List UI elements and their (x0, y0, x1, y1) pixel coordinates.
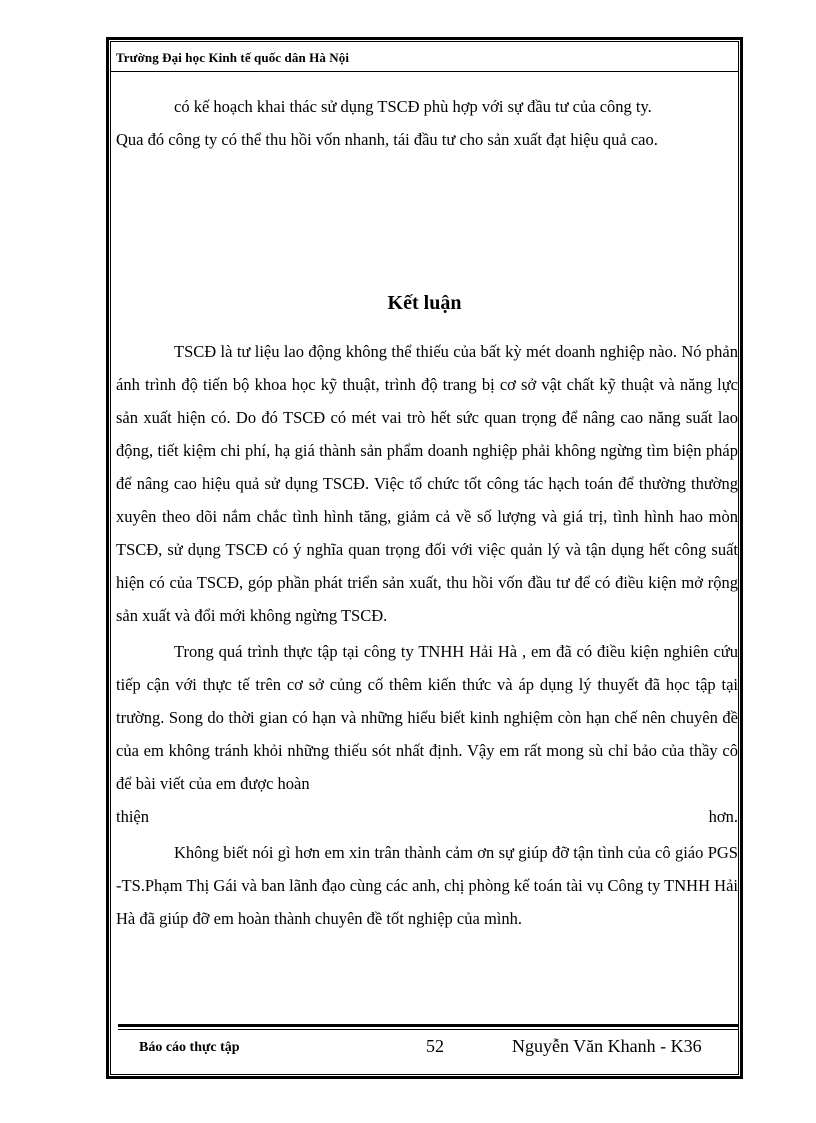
last-line-left: thiện (116, 807, 149, 826)
intro-section (116, 90, 738, 156)
conclusion-paragraph-2: Trong quá trình thực tập tại công ty TNHH Hải Hà , em đã có điều kiện nghiên cứu tiếp cận với thực tế trên cơ sở củng cố thêm kiến thức và áp dụng lý thuyết đã học tập tại trường. Song do thời gian có hạn và những hiểu biết kinh nghiệm còn hạn chế nên chuyên đề của em không tránh khỏi những thiếu sót nhất định. Vậy em rất mong sù chỉ bảo của thầy cô để bài viết của em được hoàn (116, 642, 738, 793)
footer-rule-thin (118, 1029, 738, 1030)
footer-author: Nguyễn Văn Khanh - K36 (512, 1036, 702, 1056)
conclusion-paragraph-1: TSCĐ là tư liệu lao động không thể thiếu của bất kỳ mét doanh nghiệp nào. Nó phản ánh trình độ tiến bộ khoa học kỹ thuật, trình độ trang bị cơ sở vật chất kỹ thuật và năng lực sản xuất hiện có. Do đó TSCĐ có mét vai trò hết sức quan trọng để nâng cao năng suất lao động, tiết kiệm chi phí, hạ giá thành sản phẩm doanh nghiệp phải không ngừng tìm biện pháp để nâng cao hiệu quả sử dụng TSCĐ. Việc tổ chức tốt công tác hạch toán để thường thường xuyên theo dõi nắm chắc tình hình tăng, giảm cả về số lượng và giá trị, tình hình hao mòn TSCĐ, sử dụng TSCĐ có ý nghĩa quan trọng đối với việc quản lý và tận dụng hết công suất hiện có của TSCĐ, góp phần phát triển sản xuất, thu hồi vốn đầu tư để có điều kiện mở rộng sản xuất và đổi mới không ngừng TSCĐ. (116, 342, 738, 625)
conclusion-title: Kết luận (387, 292, 462, 314)
header-school-name: Trường Đại học Kinh tế quốc dân Hà Nội (116, 50, 350, 65)
last-line-right: hơn. (708, 807, 738, 826)
footer-rule-thick (118, 1024, 738, 1027)
header-rule (110, 71, 739, 72)
footer-page-number: 52 (426, 1036, 444, 1056)
intro-first-line: có kế hoạch khai thác sử dụng TSCĐ phù hợp với sự đầu tư của công ty. (174, 97, 652, 116)
intro-continuation: Qua đó công ty có thể thu hồi vốn nhanh, tái đầu tư cho sản xuất đạt hiệu quả cao. (116, 130, 658, 149)
conclusion-body (116, 335, 738, 935)
conclusion-paragraph-3: Không biết nói gì hơn em xin trân thành cảm ơn sự giúp đỡ tận tình của cô giáo PGS -TS.Phạm Thị Gái và ban lãnh đạo cùng các anh, chị phòng kế toán tài vụ Công ty TNHH Hải Hà đã giúp đỡ em hoàn thành chuyên đề tốt nghiệp của mình. (116, 843, 738, 928)
footer-report-label: Báo cáo thực tập (139, 1040, 240, 1055)
conclusion-paragraph-2-last-line (116, 800, 738, 833)
